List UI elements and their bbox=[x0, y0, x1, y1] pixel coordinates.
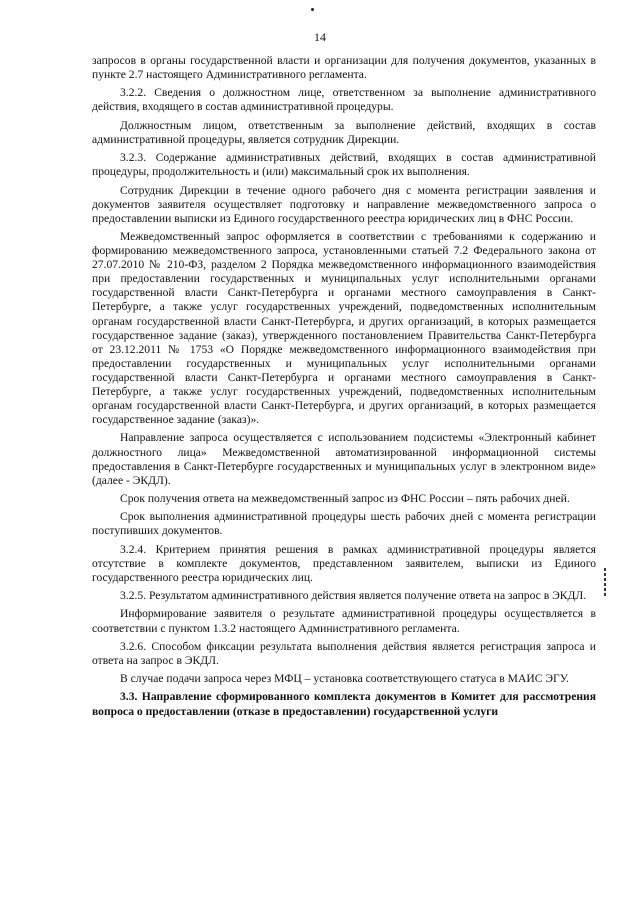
paragraph-informing: Информирование заявителя о результате административной процедуры осуществляется в соответствии с пунктом 1.3.2 настоящего Административного регламента. bbox=[92, 607, 596, 635]
paragraph-3-2-2: 3.2.2. Сведения о должностном лице, ответственном за выполнение административного действия, входящего в состав административной процедуры. bbox=[92, 86, 596, 114]
paragraph-request-sending: Направление запроса осуществляется с использованием подсистемы «Электронный кабинет должностного лица» Межведомственной автоматизированной информационной системы предоставления в Санкт-Петербурге государственных и муниципальных услуг в электронном виде» (далее - ЭКДЛ). bbox=[92, 431, 596, 487]
paragraph-procedure-term: Срок выполнения административной процедуры шесть рабочих дней с момента регистрации поступивших документов. bbox=[92, 510, 596, 538]
page-number: 14 bbox=[314, 30, 326, 44]
paragraph-directorate-employee: Сотрудник Дирекции в течение одного рабочего дня с момента регистрации заявления и документов заявителя осуществляет подготовку и направление межведомственного запроса о предоставлении выписки из Единого государственного реестра юридических лиц в ФНС России. bbox=[92, 183, 596, 225]
section-heading-3-3: 3.3. Направление сформированного комплекта документов в Комитет для рассмотрения вопроса о предоставлении (отказе в предоставлении) государственной услуги bbox=[92, 690, 596, 718]
paragraph-continuation: запросов в органы государственной власти и организации для получения документов, указанных в пункте 2.7 настоящего Административного регламента. bbox=[92, 54, 596, 82]
paragraph-3-2-4: 3.2.4. Критерием принятия решения в рамках административной процедуры является отсутствие в комплекте документов, представленном заявителем, выписки из Единого государственного реестра юридических лиц. bbox=[92, 542, 596, 584]
paragraph-3-2-5: 3.2.5. Результатом административного действия является получение ответа на запрос в ЭКДЛ. bbox=[120, 589, 587, 603]
paragraph-interagency-request: Межведомственный запрос оформляется в соответствии с требованиями к содержанию и формированию межведомственного запроса, установленными статьей 7.2 Федерального закона от 27.07.2010 № 210-ФЗ, разделом 2 Порядка межведомственного информационного взаимодействия при предоставлении государственных и муниципальных услуг исполнительными органами государственной власти Санкт-Петербурга и органами местного самоуправления в Санкт-Петербурге, а также услуг государственных учреждений, подведомственных исполнительным органам государственной власти Санкт-Петербурга, и других организаций, в которых размещается государственное задание (заказ), утвержденного постановлением Правительства Санкт-Петербурга от 23.12.2011 № 1753 «О Порядке межведомственного информационного взаимодействия при предоставлении государственных и муниципальных услуг исполнительными органами государственной власти Санкт-Петербурга и органами местного самоуправления в Санкт-Петербурге, а также услуг государственных учреждений, подведомственных исполнительным органам государственной власти Санкт-Петербурга, и других организаций, в которых размещается государственное задание (заказ)». bbox=[92, 229, 596, 427]
paragraph-3-2-3: 3.2.3. Содержание административных действий, входящих в состав административной процедуры, продолжительность и (или) максимальный срок их выполнения. bbox=[92, 151, 596, 179]
paragraph-mfc: В случае подачи запроса через МФЦ – установка соответствующего статуса в МАИС ЭГУ. bbox=[120, 672, 569, 686]
paragraph-response-term: Срок получения ответа на межведомственный запрос из ФНС России – пять рабочих дней. bbox=[120, 492, 570, 506]
paragraph-3-2-6: 3.2.6. Способом фиксации результата выполнения действия является регистрация запроса и ответа на запрос в ЭКДЛ. bbox=[92, 639, 596, 667]
margin-mark bbox=[604, 568, 606, 598]
paragraph-responsible-person: Должностным лицом, ответственным за выполнение действий, входящих в состав административной процедуры, является сотрудник Дирекции. bbox=[92, 118, 596, 146]
scan-dot bbox=[311, 8, 314, 11]
document-body bbox=[92, 54, 596, 723]
